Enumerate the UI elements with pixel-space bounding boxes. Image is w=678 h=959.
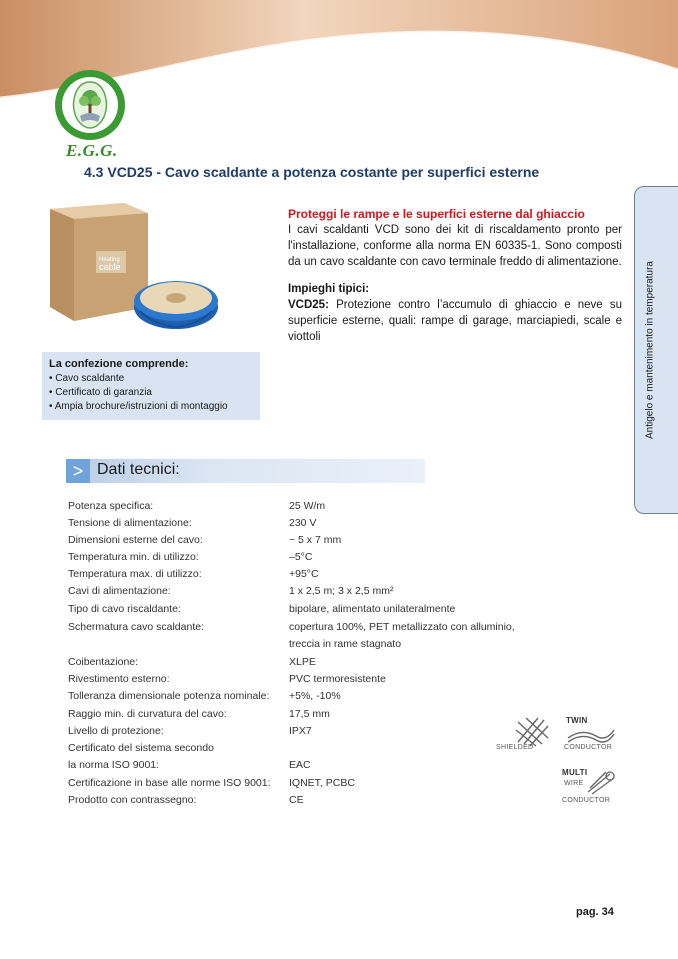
- section-title: Dati tecnici:: [97, 461, 180, 478]
- package-item: • Certificato di garanzia: [49, 386, 253, 400]
- spec-label: Temperatura max. di utilizzo:: [68, 568, 202, 580]
- lead-headline: Proteggi le rampe e le superfici esterne dal ghiaccio: [288, 207, 585, 221]
- spec-value: EAC: [289, 759, 311, 771]
- spec-label: Temperatura min. di utilizzo:: [68, 551, 199, 563]
- spec-label: Tolleranza dimensionale potenza nominale:: [68, 690, 270, 702]
- page-title: 4.3 VCD25 - Cavo scaldante a potenza costante per superfici esterne: [84, 164, 540, 180]
- uses-text: Protezione contro l’accumulo di ghiaccio e neve su superficie esterne, quali: rampe di garage, marciapiedi, scale e viottoli: [288, 299, 622, 343]
- spec-row: [68, 534, 628, 551]
- spec-row: [68, 690, 628, 707]
- spec-label: Prodotto con contrassegno:: [68, 794, 197, 806]
- spec-value: treccia in rame stagnato: [289, 638, 402, 650]
- package-title: La confezione comprende:: [49, 358, 189, 370]
- spec-value: PVC termoresistente: [289, 673, 386, 685]
- spec-value: CE: [289, 794, 304, 806]
- brand-name: E.G.G.: [66, 141, 118, 160]
- spec-row: [68, 673, 628, 690]
- spec-value: +95°C: [289, 568, 319, 580]
- spec-row: [68, 603, 628, 620]
- product-image: [44, 203, 229, 340]
- spec-value: 230 V: [289, 517, 317, 529]
- svg-text:cable: cable: [99, 262, 121, 272]
- spec-label: Livello di protezione:: [68, 725, 164, 737]
- page-number: pag. 34: [576, 906, 614, 918]
- spec-label: la norma ISO 9001:: [68, 759, 160, 771]
- spec-label: Raggio min. di curvatura del cavo:: [68, 708, 227, 720]
- spec-row: [68, 585, 628, 602]
- uses-label: VCD25:: [288, 299, 329, 311]
- spec-label: Potenza specifica:: [68, 500, 154, 512]
- spec-value: 17,5 mm: [289, 708, 330, 720]
- twin-conductor-icon: [566, 722, 616, 744]
- twin-conductor-label: CONDUCTOR: [564, 744, 613, 751]
- spec-label: Tensione di alimentazione:: [68, 517, 192, 529]
- spec-value: 1 x 2,5 m; 3 x 2,5 mm²: [289, 585, 394, 597]
- multi-conductor-label: CONDUCTOR: [562, 797, 611, 804]
- spec-value: 25 W/m: [289, 500, 326, 512]
- spec-row: [68, 638, 628, 655]
- spec-label: Schermatura cavo scaldante:: [68, 621, 204, 633]
- wire-label: WIRE: [564, 780, 584, 787]
- section-arrow-icon: >: [66, 459, 90, 483]
- multi-wire-icon: [586, 770, 616, 796]
- spec-value: –5°C: [289, 551, 313, 563]
- spec-label: Certificazione in base alle norme ISO 9001:: [68, 777, 271, 789]
- side-tab-label: Antigelo e mantenimento in temperatura: [644, 261, 656, 439]
- spec-value: IPX7: [289, 725, 312, 737]
- spec-row: [68, 568, 628, 585]
- spec-row: [68, 656, 628, 673]
- spec-row: [68, 500, 628, 517]
- spec-row: [68, 794, 628, 811]
- spec-label: Cavi di alimentazione:: [68, 585, 171, 597]
- package-item: • Cavo scaldante: [49, 372, 253, 386]
- spec-value: copertura 100%, PET metallizzato con alluminio,: [289, 621, 515, 633]
- package-box: [42, 352, 260, 420]
- spec-row: [68, 777, 628, 794]
- spec-value: bipolare, alimentato unilateralmente: [289, 603, 456, 615]
- spec-value: +5%, -10%: [289, 690, 341, 702]
- spec-row: [68, 517, 628, 534]
- package-item: • Ampia brochure/istruzioni di montaggio: [49, 400, 253, 414]
- spec-row: [68, 621, 628, 638]
- box-lettering: Heating: [99, 257, 120, 263]
- spec-label: Coibentazione:: [68, 656, 139, 668]
- egg-logo: [52, 68, 128, 142]
- shielded-icon: [512, 714, 552, 748]
- uses-title: Impieghi tipici:: [288, 283, 370, 295]
- spec-label: Rivestimento esterno:: [68, 673, 170, 685]
- twin-label: TWIN: [566, 716, 588, 725]
- multi-label: MULTI: [562, 768, 588, 777]
- spec-value: ~ 5 x 7 mm: [289, 534, 342, 546]
- spec-label: Dimensioni esterne del cavo:: [68, 534, 203, 546]
- spec-value: IQNET, PCBC: [289, 777, 355, 789]
- spec-row: [68, 551, 628, 568]
- spec-value: XLPE: [289, 656, 316, 668]
- lead-paragraph: I cavi scaldanti VCD sono dei kit di riscaldamento pronto per l'installazione, conforme alla norma EN 60335-1. Sono composti da un cavo scaldante con cavo terminale freddo di alimentazione.: [288, 224, 622, 268]
- spec-label: Tipo di cavo riscaldante:: [68, 603, 181, 615]
- spec-label: Certificato del sistema secondo: [68, 742, 214, 754]
- shielded-label: SHIELDED: [496, 744, 534, 751]
- lead-text: [288, 206, 622, 345]
- spec-row: [68, 759, 628, 776]
